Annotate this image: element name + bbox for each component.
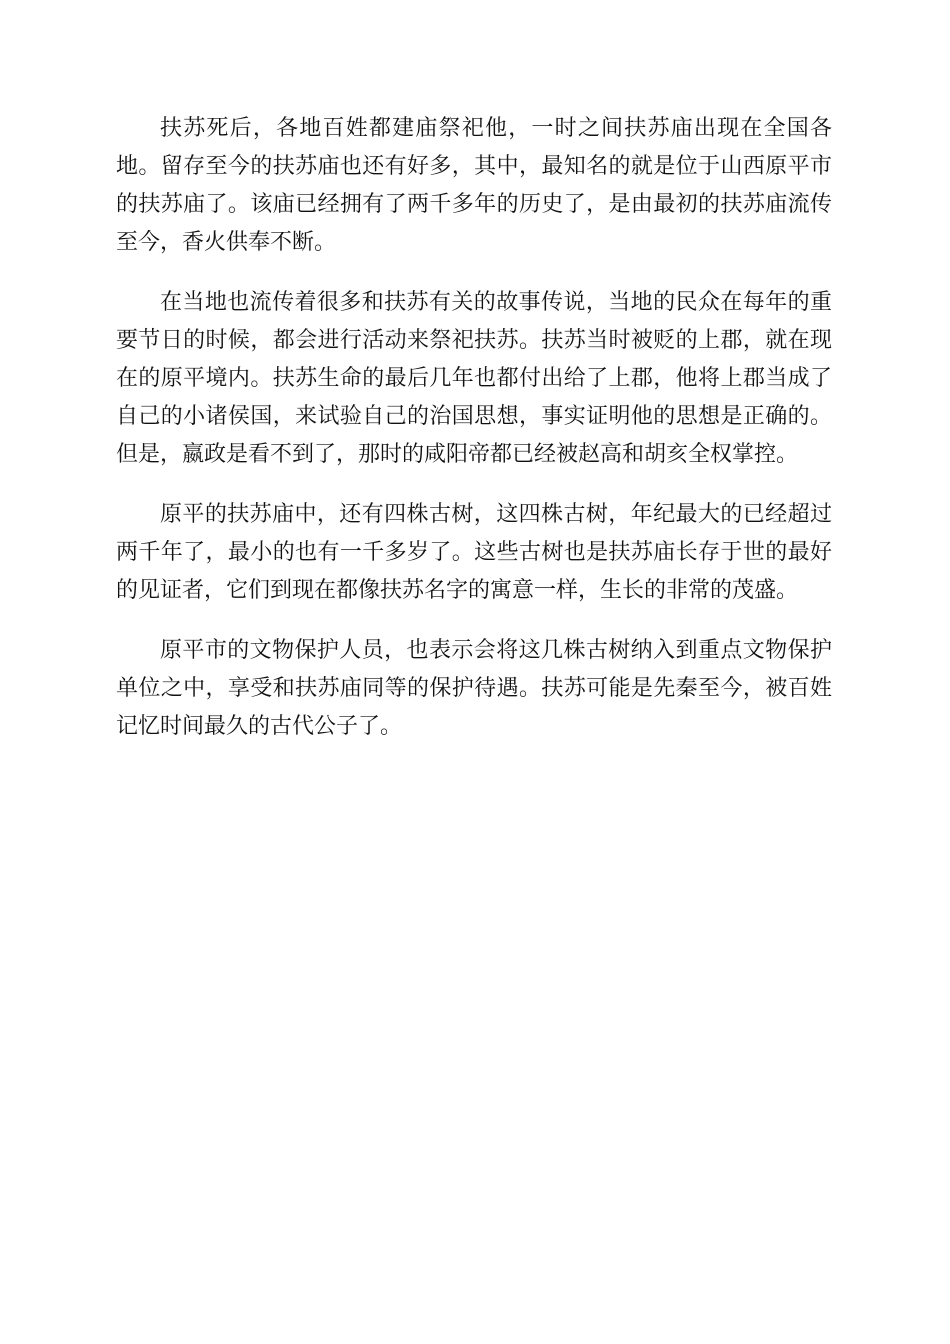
document-body xyxy=(116,110,832,768)
paragraph-3: 原平的扶苏庙中，还有四株古树，这四株古树，年纪最大的已经超过两千年了，最小的也有一千多岁了。这些古树也是扶苏庙长存于世的最好的见证者，它们到现在都像扶苏名字的寓意一样，生长的非常的茂盛。 xyxy=(116,502,832,603)
paragraph-1: 扶苏死后，各地百姓都建庙祭祀他，一时之间扶苏庙出现在全国各地。留存至今的扶苏庙也还有好多，其中，最知名的就是位于山西原平市的扶苏庙了。该庙已经拥有了两千多年的历史了，是由最初的扶苏庙流传至今，香火供奉不断。 xyxy=(116,116,832,255)
paragraph-4: 原平市的文物保护人员，也表示会将这几株古树纳入到重点文物保护单位之中，享受和扶苏庙同等的保护待遇。扶苏可能是先秦至今，被百姓记忆时间最久的古代公子了。 xyxy=(116,638,832,739)
paragraph-2: 在当地也流传着很多和扶苏有关的故事传说，当地的民众在每年的重要节日的时候，都会进行活动来祭祀扶苏。扶苏当时被贬的上郡，就在现在的原平境内。扶苏生命的最后几年也都付出给了上郡，他将上郡当成了自己的小诸侯国，来试验自己的治国思想，事实证明他的思想是正确的。但是，嬴政是看不到了，那时的咸阳帝都已经被赵高和胡亥全权掌控。 xyxy=(116,290,832,467)
